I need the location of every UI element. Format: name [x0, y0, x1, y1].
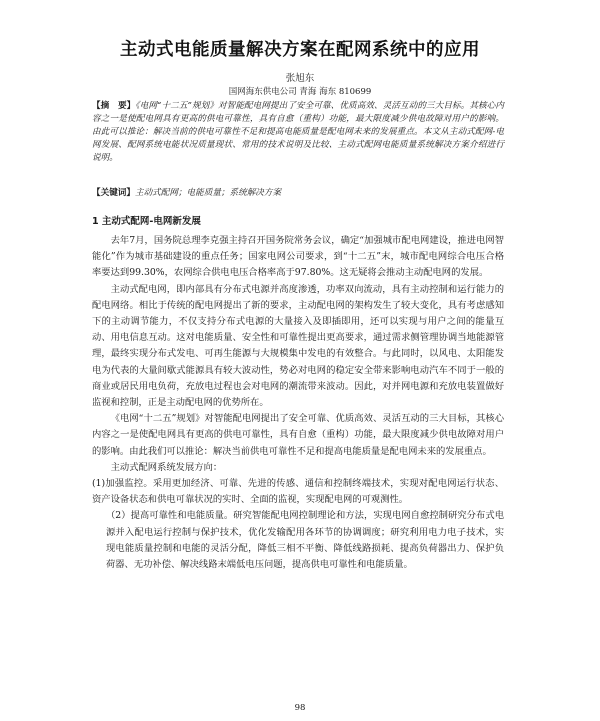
- section-heading: 1 主动式配网-电网新发展: [92, 216, 201, 227]
- list-item: （2）提高可靠性和电能质量。研究智能配电网控制理论和方法，实现电网自愈控制研究分布式电源并入配电运行控制与保护技术，优化发输配用各环节的协调调度；研究利用电力电子技术，实现电能质量控制和电能的灵活分配，降低三相不平衡、降低线路损耗、提高负荷器出力、保护负荷器、无功补偿、解决线路末端低电压问题，提高供电可靠性和电能质量。: [105, 510, 504, 571]
- abstract-text: 《电网“十二五”规划》对智能配电网提出了安全可靠、优质高效、灵活互动的三大目标。其核心内容之一是使配电网具有更高的供电可靠性，具有自愈（重构）功能，最大限度减少供电故障对用户的影响。由此可以推论：解决当前的供电可靠性不足和提高电能质量是配电网未来的发展重点。本文从主动式配网-电网发展、配网系统电能状况质量现状、常用的技术说明及比较、主动式配网电能质量系统解决方案介绍进行说明。: [92, 101, 504, 163]
- keywords-text: 主动式配网；电能质量；系统解决方案: [134, 188, 282, 198]
- keywords-label: 【关键词】: [92, 188, 135, 198]
- body-text: [92, 233, 504, 573]
- list-item: (1)加强监控。采用更加经济、可靠、先进的传感、通信和控制终端技术，实现对配电网运行状态、资产设备状态和供电可靠状况的实时、全面的监视，实现配电网的可观测性。: [92, 478, 504, 506]
- author-affiliation: 国网海东供电公司 青海 海东 810699: [228, 87, 372, 97]
- abstract-label: 【摘 要】: [92, 101, 136, 111]
- page-number: 98: [294, 703, 306, 713]
- paragraph: 主动式配电网，即内部具有分布式电源并高度渗透，功率双向流动，具有主动控制和运行能力的配电网络。相比于传统的配电网提出了新的要求，主动配电网的架构发生了较大变化，具有考虑感知下的主动调节能力，不仅支持分布式电源的大量接入及即插即用，还可以实现与用户之间的能量互动、用电信息互动。这对电能质量、安全性和可靠性提出更高要求，通过需求侧管理协调当地能源管理，最终实现分布式发电、可再生能源与大规模集中发电的有效整合。与此同时，以风电、太阳能发电为代表的大量间歇式能源具有较大波动性，势必对电网的稳定安全带来影响电动汽车不同于一般的商业或居民用电负荷，充放电过程也会对电网的潮流带来波动。因此，对并网电源和充放电装置做好监视和控制，正是主动配电网的优势所在。: [92, 283, 504, 409]
- author-name: 张旭东: [285, 73, 315, 84]
- abstract: [92, 100, 504, 165]
- keywords: [92, 186, 504, 198]
- paragraph: 主动式配网系统发展方向：: [110, 461, 223, 473]
- paragraph: 《电网“十二五”规划》对智能配电网提出了安全可靠、优质高效、灵活互动的三大目标，其核心内容之一是使配电网具有更高的供电可靠性，具有自愈（重构）功能，最大限度减少供电故障对用户的影响。由此我们可以推论：解决当前供电可靠性不足和提高电能质量是配电网未来的发展重点。: [92, 413, 504, 457]
- paragraph: 去年7月，国务院总理李克强主持召开国务院常务会议，确定“加强城市配电网建设，推进电网智能化”作为城市基础建设的重点任务；国家电网公司要求，到“十二五”末，城市配电网综合电压合格率要达到99.30%，农网综合供电电压合格率高于97.80%。这无疑将会推动主动配电网的发展。: [92, 235, 504, 279]
- article-title: 主动式电能质量解决方案在配网系统中的应用: [120, 40, 480, 60]
